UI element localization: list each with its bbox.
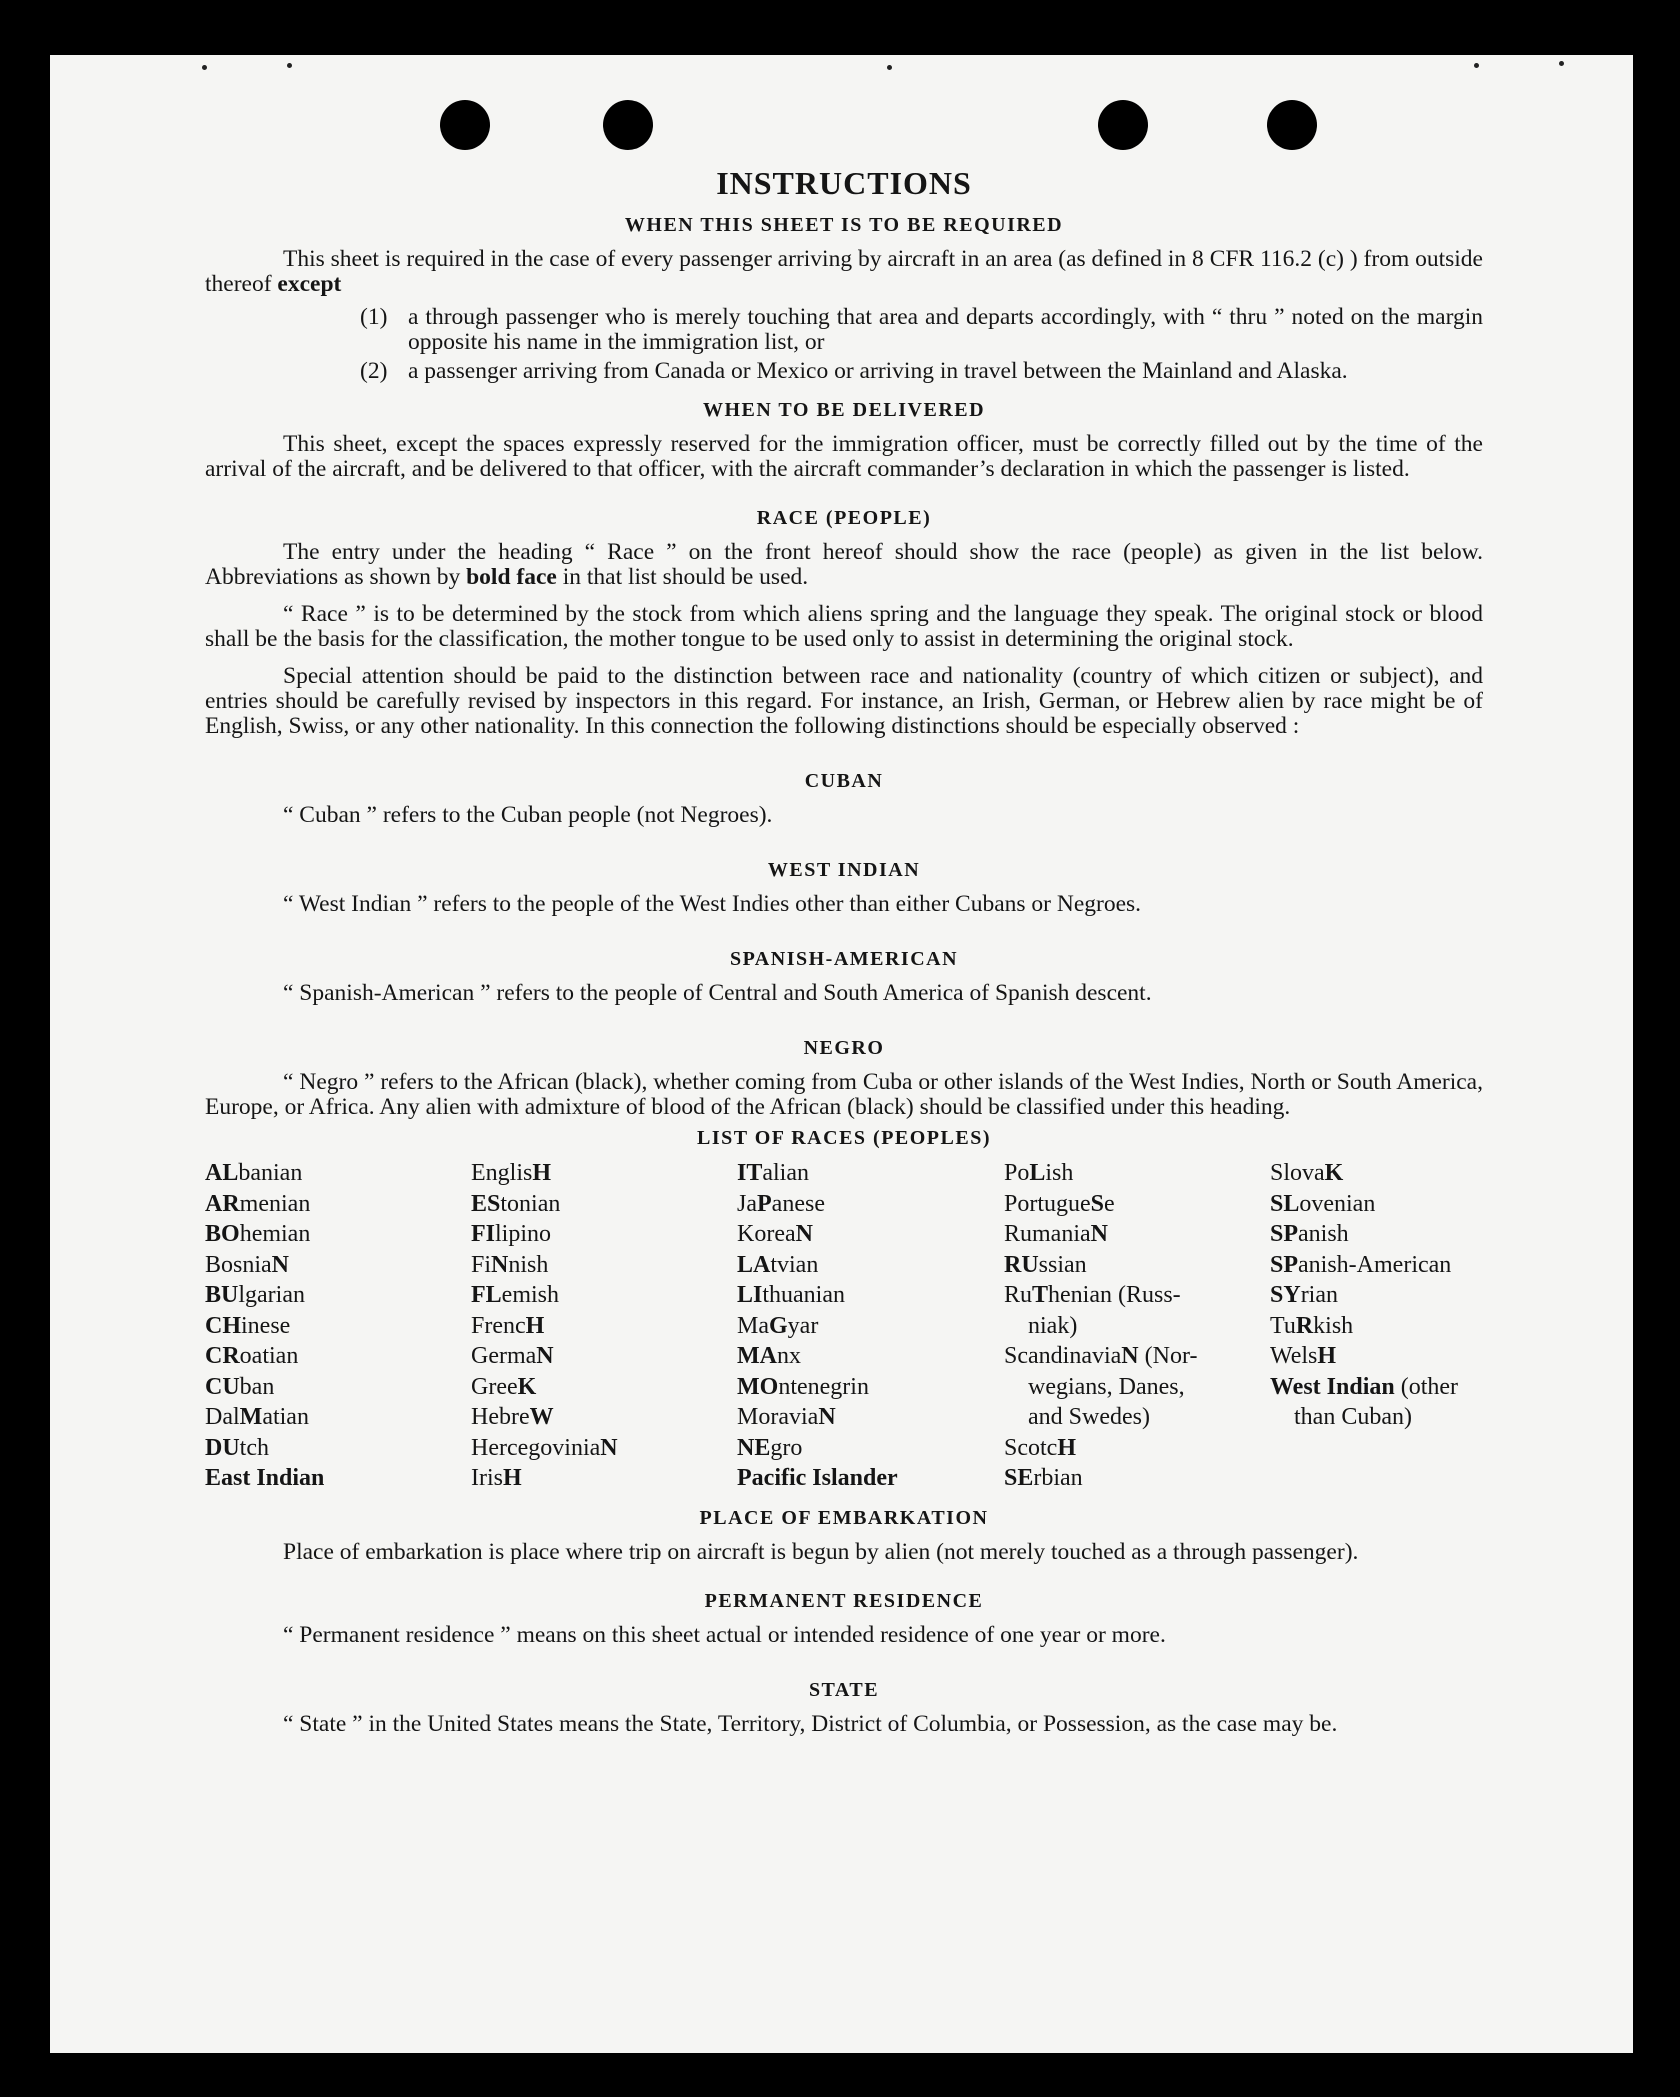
speck — [1474, 63, 1479, 68]
race-abbreviation: AL — [205, 1160, 239, 1186]
speck — [887, 65, 892, 70]
paragraph-spanish-american: “ Spanish-American ” refers to the people of Central and South America of Spanish descent. — [283, 980, 1152, 1006]
race-entry — [205, 1189, 471, 1220]
exception-text: a passenger arriving from Canada or Mexico or arriving in travel between the Mainland and Alaska. — [408, 358, 1348, 384]
paragraph-residence: “ Permanent residence ” means on this sheet actual or intended residence of one year or more. — [283, 1621, 1166, 1648]
race-column — [1270, 1158, 1483, 1494]
race-text: Iris — [471, 1465, 503, 1491]
race-text: thuanian — [762, 1282, 845, 1308]
race-abbreviation: N — [795, 1221, 813, 1247]
race-abbreviation: N — [1090, 1221, 1108, 1247]
heading-west-indian: WEST INDIAN — [767, 859, 921, 881]
race-entry — [1270, 1158, 1483, 1189]
race-abbreviation: Pacific Islander — [737, 1465, 898, 1491]
race-p1-end: in that list should be used. — [562, 564, 809, 590]
race-entry — [1270, 1372, 1483, 1403]
race-entry — [737, 1402, 1004, 1433]
race-text: nx — [776, 1343, 801, 1369]
paragraph-state: “ State ” in the United States means the State, Territory, District of Columbia, or Possession, as the case may be. — [283, 1710, 1338, 1737]
race-entry — [1004, 1219, 1270, 1250]
race-column — [737, 1158, 1004, 1494]
race-entry — [1270, 1250, 1483, 1281]
race-abbreviation: LA — [737, 1251, 771, 1278]
race-entry — [1004, 1158, 1270, 1189]
race-abbreviation: DU — [205, 1434, 240, 1461]
heading-when-delivered: WHEN TO BE DELIVERED — [702, 399, 986, 421]
race-entry — [737, 1433, 1004, 1464]
race-entry — [471, 1433, 737, 1464]
race-text: Wels — [1270, 1343, 1318, 1369]
race-abbreviation: T — [1032, 1282, 1049, 1308]
race-entry — [1004, 1250, 1270, 1281]
exception-text: a through passenger who is merely touching that area and departs accordingly, with “ thru ” noted on the margin opposite his name in the immigration list, or — [408, 304, 1483, 355]
race-text: Rumania — [1004, 1221, 1091, 1247]
race-abbreviation: BO — [205, 1221, 240, 1247]
race-abbreviation: BU — [205, 1282, 239, 1308]
race-abbreviation: MA — [737, 1343, 777, 1369]
race-entry — [471, 1219, 737, 1250]
speck — [1559, 61, 1564, 66]
race-text: Slova — [1270, 1160, 1325, 1186]
race-column — [205, 1158, 471, 1494]
heading-negro: NEGRO — [803, 1037, 885, 1059]
race-entry — [205, 1219, 471, 1250]
race-text: ovenian — [1299, 1190, 1376, 1217]
race-text: kish — [1313, 1312, 1354, 1339]
heading-race: RACE (PEOPLE) — [756, 507, 932, 529]
race-text: ssian — [1038, 1251, 1087, 1278]
race-abbreviation: LI — [737, 1282, 763, 1308]
race-text: than Cuban) — [1294, 1404, 1412, 1430]
race-text: gro — [770, 1434, 803, 1461]
race-text: lipino — [495, 1221, 552, 1247]
race-entry — [1270, 1311, 1483, 1342]
race-abbreviation: H — [532, 1160, 552, 1186]
race-entry — [1004, 1372, 1270, 1403]
race-text: Ru — [1004, 1282, 1033, 1308]
race-entry — [1270, 1341, 1483, 1372]
race-text: Frenc — [471, 1312, 526, 1339]
race-entry — [205, 1158, 471, 1189]
race-text: rbian — [1033, 1465, 1083, 1491]
punch-hole-2 — [603, 100, 653, 150]
race-text: Hercegovinia — [471, 1434, 601, 1461]
race-abbreviation: H — [525, 1312, 545, 1339]
race-text: (Nor- — [1138, 1343, 1198, 1369]
race-entry — [737, 1250, 1004, 1281]
race-text: anish-American — [1298, 1251, 1452, 1278]
race-entry — [1004, 1433, 1270, 1464]
race-entry — [737, 1280, 1004, 1311]
race-text: Moravia — [737, 1404, 819, 1430]
race-entry — [737, 1311, 1004, 1342]
race-abbreviation: N — [818, 1404, 836, 1430]
heading-state: STATE — [808, 1678, 880, 1701]
paragraph-negro: “ Negro ” refers to the African (black), whether coming from Cuba or other islands of the West Indies, North or South America, Europe, or Africa. Any alien with admixture of blood of the African (black) should be classified under this heading. — [205, 1069, 1483, 1120]
race-text: emish — [501, 1282, 559, 1308]
race-entry — [1270, 1219, 1483, 1250]
race-abbreviation: P — [757, 1190, 772, 1217]
race-text: ish — [1045, 1160, 1074, 1186]
speck — [202, 65, 207, 70]
race-text: Scandinavia — [1004, 1343, 1122, 1369]
heading-list-of-races: LIST OF RACES (PEOPLES) — [696, 1127, 991, 1149]
exception-number: (2) — [360, 358, 388, 384]
paragraph-when-required — [205, 247, 1483, 297]
race-entry — [471, 1280, 737, 1311]
race-entry — [471, 1311, 737, 1342]
race-abbreviation: N — [600, 1434, 618, 1461]
race-abbreviation: H — [1057, 1434, 1076, 1461]
race-abbreviation: S — [1090, 1190, 1105, 1217]
race-abbreviation: SE — [1004, 1465, 1034, 1491]
paragraph-race-2: “ Race ” is to be determined by the stock from which aliens spring and the language they speak. The original stock or blood shall be the basis for the classification, the mother tongue to be used only to assist in determining the original stock. — [205, 601, 1483, 652]
race-text: niak) — [1028, 1312, 1078, 1339]
race-entry — [205, 1463, 471, 1494]
race-entry — [1004, 1311, 1270, 1342]
race-abbreviation: N — [1121, 1343, 1139, 1369]
race-text: Germa — [471, 1343, 537, 1369]
race-text: nish — [508, 1251, 549, 1278]
race-abbreviation: SP — [1270, 1251, 1299, 1278]
speck — [287, 63, 292, 68]
race-abbreviation: CU — [205, 1373, 240, 1400]
punch-hole-4 — [1267, 100, 1317, 150]
race-abbreviation: SP — [1270, 1221, 1299, 1247]
when-required-text: This sheet is required in the case of every passenger arriving by aircraft in an area (as defined in 8 CFR 116.2 (c) ) from outside thereof — [205, 246, 1483, 297]
punch-hole-3 — [1098, 100, 1148, 150]
paragraph-race-1 — [205, 540, 1483, 590]
race-entry — [205, 1372, 471, 1403]
race-text: tch — [239, 1434, 269, 1461]
race-text: e — [1104, 1190, 1115, 1217]
except-emphasis: except — [277, 271, 342, 297]
bold-face-emphasis: bold face — [466, 564, 557, 590]
race-text: ntenegrin — [778, 1373, 869, 1400]
race-text: (other — [1394, 1373, 1459, 1400]
paragraph-cuban: “ Cuban ” refers to the Cuban people (not Negroes). — [283, 802, 773, 828]
race-entry — [1270, 1280, 1483, 1311]
exception-item-1 — [360, 305, 1483, 355]
race-entry — [205, 1250, 471, 1281]
race-text: menian — [239, 1190, 311, 1217]
exception-number: (1) — [360, 304, 388, 330]
race-column — [471, 1158, 737, 1494]
race-text: inese — [241, 1312, 291, 1339]
race-entry — [737, 1463, 1004, 1494]
race-abbreviation: K — [1324, 1160, 1344, 1186]
race-abbreviation: RU — [1004, 1251, 1039, 1278]
race-text: anish — [1298, 1221, 1349, 1247]
race-text: Dal — [205, 1404, 240, 1430]
race-entry — [471, 1189, 737, 1220]
race-text: tonian — [500, 1190, 561, 1217]
race-abbreviation: SL — [1270, 1190, 1300, 1217]
race-abbreviation: AR — [205, 1190, 240, 1217]
race-text: Portugue — [1004, 1190, 1091, 1217]
race-text: Korea — [737, 1221, 796, 1247]
race-text: Bosnia — [205, 1251, 272, 1278]
race-entry — [1004, 1280, 1270, 1311]
race-text: atian — [262, 1404, 309, 1430]
race-text: Fi — [471, 1251, 492, 1278]
race-text: wegians, Danes, — [1028, 1373, 1185, 1400]
race-text: ban — [239, 1373, 275, 1400]
race-abbreviation: M — [239, 1404, 263, 1430]
race-abbreviation: N — [271, 1251, 290, 1278]
race-abbreviation: CH — [205, 1312, 241, 1339]
race-text: Scotc — [1004, 1434, 1058, 1461]
race-entry — [1004, 1402, 1270, 1433]
race-abbreviation: IT — [737, 1160, 763, 1186]
race-entry — [737, 1219, 1004, 1250]
instructions-content — [205, 165, 1483, 1737]
race-text: Gree — [471, 1373, 518, 1400]
race-entry — [1004, 1189, 1270, 1220]
race-text: Englis — [471, 1160, 533, 1186]
race-abbreviation: N — [536, 1343, 554, 1369]
race-entry — [471, 1158, 737, 1189]
race-text: Ma — [737, 1312, 769, 1339]
races-list — [205, 1158, 1483, 1494]
race-abbreviation: L — [1029, 1160, 1046, 1186]
exception-item-2 — [360, 359, 1483, 384]
race-text: yar — [787, 1312, 819, 1339]
race-entry — [737, 1189, 1004, 1220]
race-text: henian (Russ- — [1048, 1282, 1181, 1308]
race-entry — [471, 1250, 737, 1281]
race-entry — [205, 1280, 471, 1311]
race-abbreviation: MO — [737, 1373, 779, 1400]
race-abbreviation: FI — [471, 1221, 495, 1247]
race-entry — [737, 1341, 1004, 1372]
race-entry — [471, 1463, 737, 1494]
heading-cuban: CUBAN — [804, 770, 884, 792]
race-text: alian — [762, 1160, 809, 1186]
race-abbreviation: W — [529, 1404, 554, 1430]
race-entry — [471, 1372, 737, 1403]
race-text: hemian — [239, 1221, 311, 1247]
race-entry — [205, 1311, 471, 1342]
race-text: banian — [238, 1160, 303, 1186]
race-abbreviation: SY — [1270, 1282, 1301, 1308]
race-entry — [205, 1433, 471, 1464]
race-text: Ja — [737, 1190, 757, 1217]
race-abbreviation: East Indian — [205, 1465, 325, 1491]
paragraph-when-delivered: This sheet, except the spaces expressly reserved for the immigration officer, must be correctly filled out by the time of the arrival of the aircraft, and be delivered to that officer, with the aircraft commander’s declaration in which the passenger is listed. — [205, 431, 1483, 482]
race-entry — [1270, 1402, 1483, 1433]
punch-hole-1 — [440, 100, 490, 150]
heading-permanent-residence: PERMANENT RESIDENCE — [704, 1589, 984, 1612]
race-entry — [1004, 1341, 1270, 1372]
race-text: oatian — [239, 1343, 299, 1369]
race-entry — [1270, 1189, 1483, 1220]
race-entry — [471, 1402, 737, 1433]
race-entry — [205, 1341, 471, 1372]
race-text: rian — [1300, 1282, 1338, 1308]
race-abbreviation: ES — [471, 1190, 501, 1217]
race-abbreviation: FL — [471, 1282, 502, 1308]
race-abbreviation: H — [1317, 1343, 1337, 1369]
paragraph-embarkation: Place of embarkation is place where trip on aircraft is begun by alien (not merely touched as a through passenger). — [283, 1538, 1359, 1565]
race-column — [1004, 1158, 1270, 1494]
race-abbreviation: West Indian — [1270, 1373, 1395, 1400]
race-text: Po — [1004, 1160, 1030, 1186]
race-entry — [1004, 1463, 1270, 1494]
page-title: INSTRUCTIONS — [716, 165, 972, 201]
race-entry — [737, 1372, 1004, 1403]
paragraph-race-3: Special attention should be paid to the distinction between race and nationality (country of which citizen or subject), and entries should be carefully revised by inspectors in this regard. For instance, an Irish, German, or Hebrew alien by race might be of English, Swiss, or any other nationality. In this connection the following distinctions should be especially observed : — [205, 663, 1483, 739]
race-abbreviation: CR — [205, 1343, 240, 1369]
race-abbreviation: G — [769, 1312, 788, 1339]
race-text: and Swedes) — [1028, 1404, 1150, 1430]
race-abbreviation: K — [517, 1373, 537, 1400]
race-text: lgarian — [238, 1282, 305, 1308]
race-text: anese — [771, 1190, 825, 1217]
race-entry — [205, 1402, 471, 1433]
race-entry — [471, 1341, 737, 1372]
race-p1-start: The entry under the heading “ Race ” on the front hereof should show the race (people) as given in the list below. Abbreviations as shown by — [205, 539, 1483, 590]
heading-spanish-american: SPANISH-AMERICAN — [729, 948, 959, 970]
race-entry — [737, 1158, 1004, 1189]
heading-place-of-embarkation: PLACE OF EMBARKATION — [699, 1506, 989, 1529]
race-abbreviation: N — [491, 1251, 509, 1278]
paragraph-west-indian: “ West Indian ” refers to the people of the West Indies other than either Cubans or Negroes. — [283, 891, 1142, 917]
race-text: Tu — [1270, 1312, 1296, 1339]
race-text: tvian — [770, 1251, 819, 1278]
race-text: Hebre — [471, 1404, 530, 1430]
heading-when-required: WHEN THIS SHEET IS TO BE REQUIRED — [624, 214, 1064, 236]
race-abbreviation: NE — [737, 1434, 771, 1461]
race-abbreviation: H — [503, 1465, 522, 1491]
race-abbreviation: R — [1295, 1312, 1314, 1339]
